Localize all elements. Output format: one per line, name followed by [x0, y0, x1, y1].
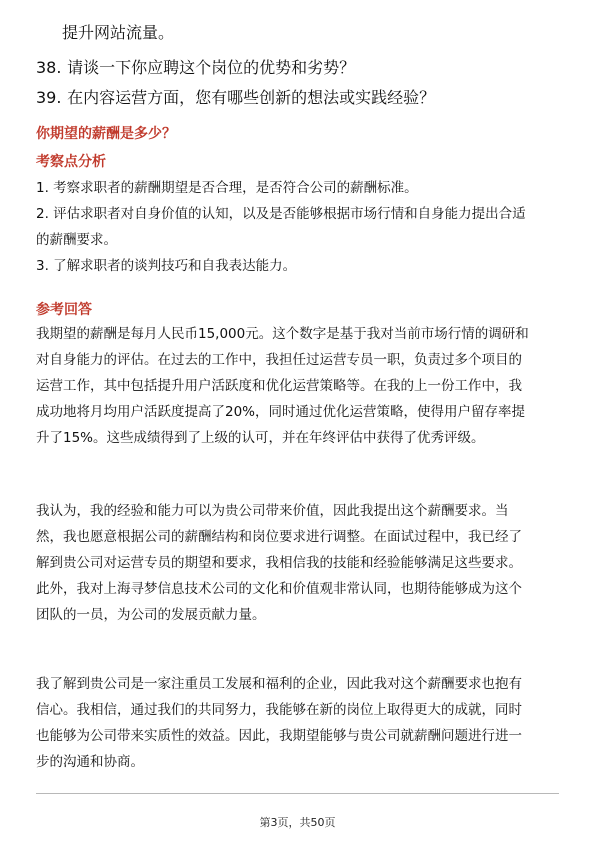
- question-number: 38.: [36, 58, 62, 77]
- question-item-39: [36, 87, 435, 109]
- answer-line: 对自身能力的评估。在过去的工作中，我担任过运营专员一职，负责过多个项目的: [36, 352, 522, 368]
- analysis-line: 1. 考察求职者的薪酬期望是否合理，是否符合公司的薪酬标准。: [36, 180, 418, 196]
- answer-line: 也能够为公司带来实质性的效益。因此，我期望能够与贵公司就薪酬问题进行进一: [36, 728, 522, 744]
- analysis-heading: 考察点分析: [36, 154, 106, 170]
- analysis-line: 的薪酬要求。: [36, 232, 117, 248]
- question-item-38: [36, 57, 355, 79]
- analysis-line: 3. 了解求职者的谈判技巧和自我表达能力。: [36, 258, 297, 274]
- answer-line: 信心。我相信，通过我们的共同努力，我能够在新的岗位上取得更大的成就，同时: [36, 702, 522, 718]
- continuation-text: 提升网站流量。: [62, 23, 175, 42]
- answer-line: 我了解到贵公司是一家注重员工发展和福利的企业，因此我对这个薪酬要求也抱有: [36, 676, 522, 692]
- answer-line: 我期望的薪酬是每月人民币15,000元。这个数字是基于我对当前市场行情的调研和: [36, 326, 529, 342]
- answer-paragraph-2: [36, 498, 560, 628]
- answer-line: 成功地将月均用户活跃度提高了20%，同时通过优化运营策略，使得用户留存率提: [36, 404, 526, 420]
- answer-line: 升了15%。这些成绩得到了上级的认可，并在年终评估中获得了优秀评级。: [36, 430, 485, 446]
- page-number: 第3页，共50页: [259, 816, 336, 829]
- answer-paragraph-1: [36, 321, 560, 451]
- answer-line: 解到贵公司对运营专员的期望和要求，我相信我的技能和经验能够满足这些要求。: [36, 555, 522, 571]
- footer-divider: [36, 793, 559, 794]
- answer-line: 然，我也愿意根据公司的薪酬结构和岗位要求进行调整。在面试过程中，我已经了: [36, 529, 522, 545]
- question-text: 在内容运营方面，您有哪些创新的想法或实践经验？: [67, 88, 436, 107]
- answer-line: 步的沟通和协商。: [36, 754, 144, 770]
- answer-heading: 参考回答: [36, 302, 92, 318]
- analysis-line: 2. 评估求职者对自身价值的认知，以及是否能够根据市场行情和自身能力提出合适: [36, 206, 526, 222]
- answer-line: 团队的一员，为公司的发展贡献力量。: [36, 607, 266, 623]
- answer-line: 此外，我对上海寻梦信息技术公司的文化和价值观非常认同，也期待能够成为这个: [36, 581, 522, 597]
- section-question-title: 你期望的薪酬是多少？: [36, 126, 176, 142]
- question-text: 请谈一下你应聘这个岗位的优势和劣势？: [67, 58, 356, 77]
- answer-line: 运营工作，其中包括提升用户活跃度和优化运营策略等。在我的上一份工作中，我: [36, 378, 522, 394]
- answer-line: 我认为，我的经验和能力可以为贵公司带来价值，因此我提出这个薪酬要求。当: [36, 503, 509, 519]
- answer-paragraph-3: [36, 671, 560, 775]
- analysis-list: [36, 175, 560, 279]
- question-number: 39.: [36, 88, 62, 107]
